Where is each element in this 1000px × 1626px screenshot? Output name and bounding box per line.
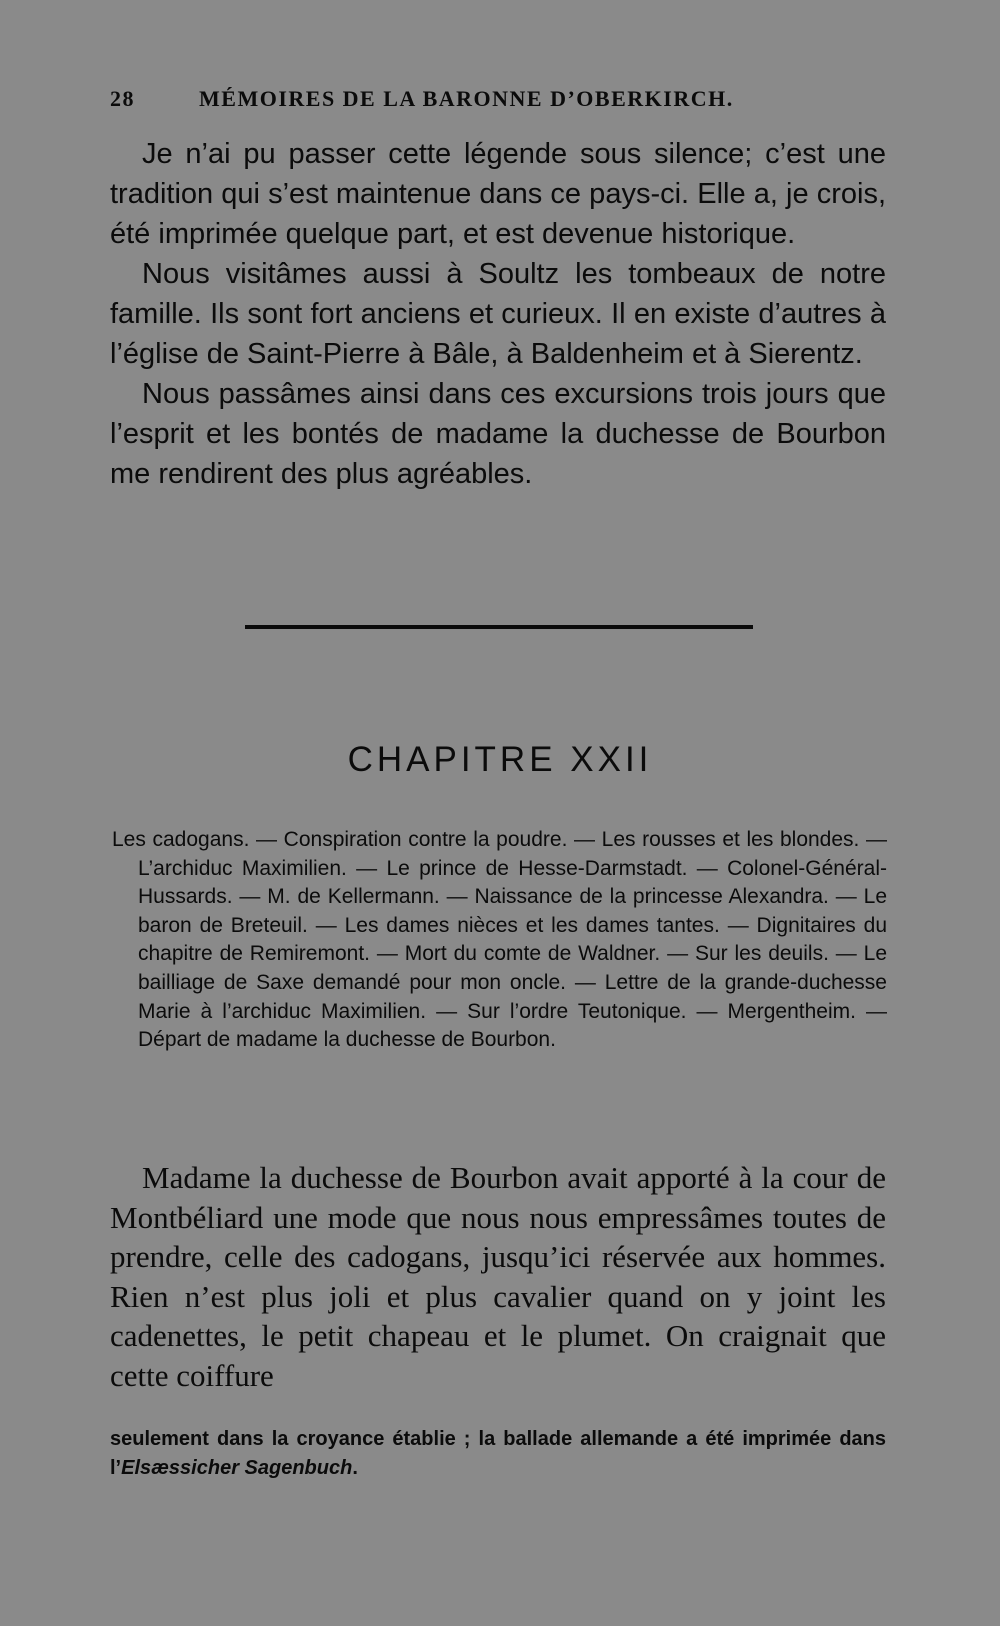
chapter-summary — [112, 826, 887, 1055]
chapter-body — [110, 1158, 886, 1395]
footnote-text-after: . — [352, 1457, 358, 1479]
footnote — [110, 1425, 886, 1483]
running-head — [110, 86, 775, 112]
footnote-book-title: Elsæssicher Sagenbuch — [121, 1457, 353, 1479]
paragraph: Madame la duchesse de Bourbon avait apporté à la cour de Montbéliard une mode que nous nous empressâmes toutes de prendre, celle des cadogans, jusqu’ici réservée aux hommes. Rien n’est plus joli et plus cavalier quand on y joint les cadenettes, le petit chapeau et le plumet. On craignait que cette coiffure — [110, 1160, 886, 1393]
section-divider-rule — [245, 625, 753, 629]
chapter-summary-text: Les cadogans. — Conspiration contre la poudre. — Les rousses et les blondes. — L’archiduc Maximilien. — Le prince de Hesse-Darmstadt. — Colonel-Général-Hussards. — M. de Kellermann. — Naissance de la princesse Alexandra. — Le baron de Breteuil. — Les dames nièces et les dames tantes. — Dignitaires du chapitre de Remiremont. — Mort du comte de Waldner. — Sur les deuils. — Le bailliage de Saxe demandé pour mon oncle. — Lettre de la grande-duchesse Marie à l’archiduc Maximilien. — Sur l’ordre Teutonique. — Mergentheim. — Départ de madame la duchesse de Bourbon. — [112, 828, 887, 1052]
paragraph: Nous visitâmes aussi à Soultz les tombeaux de notre famille. Ils sont fort anciens et curieux. Il en existe d’autres à l’église de Saint-Pierre à Bâle, à Baldenheim et à Sierentz. — [110, 258, 886, 370]
footnote-text — [110, 1425, 886, 1483]
paragraph: Nous passâmes ainsi dans ces excursions trois jours que l’esprit et les bontés de madame la duchesse de Bourbon me rendirent des plus agréables. — [110, 378, 886, 490]
running-title: MÉMOIRES DE LA BARONNE D’OBERKIRCH. — [199, 86, 734, 111]
footnote-text-before: seulement dans la croyance établie ; la ballade allemande a été imprimée dans l’ — [110, 1428, 886, 1479]
chapter-title: CHAPITRE XXII — [347, 740, 653, 779]
page-number: 28 — [110, 86, 135, 111]
section-before-chapter — [110, 134, 886, 494]
paragraph: Je n’ai pu passer cette légende sous silence; c’est une tradition qui s’est maintenue dans ce pays-ci. Elle a, je crois, été imprimée quelque part, et est devenue historique. — [110, 138, 886, 250]
